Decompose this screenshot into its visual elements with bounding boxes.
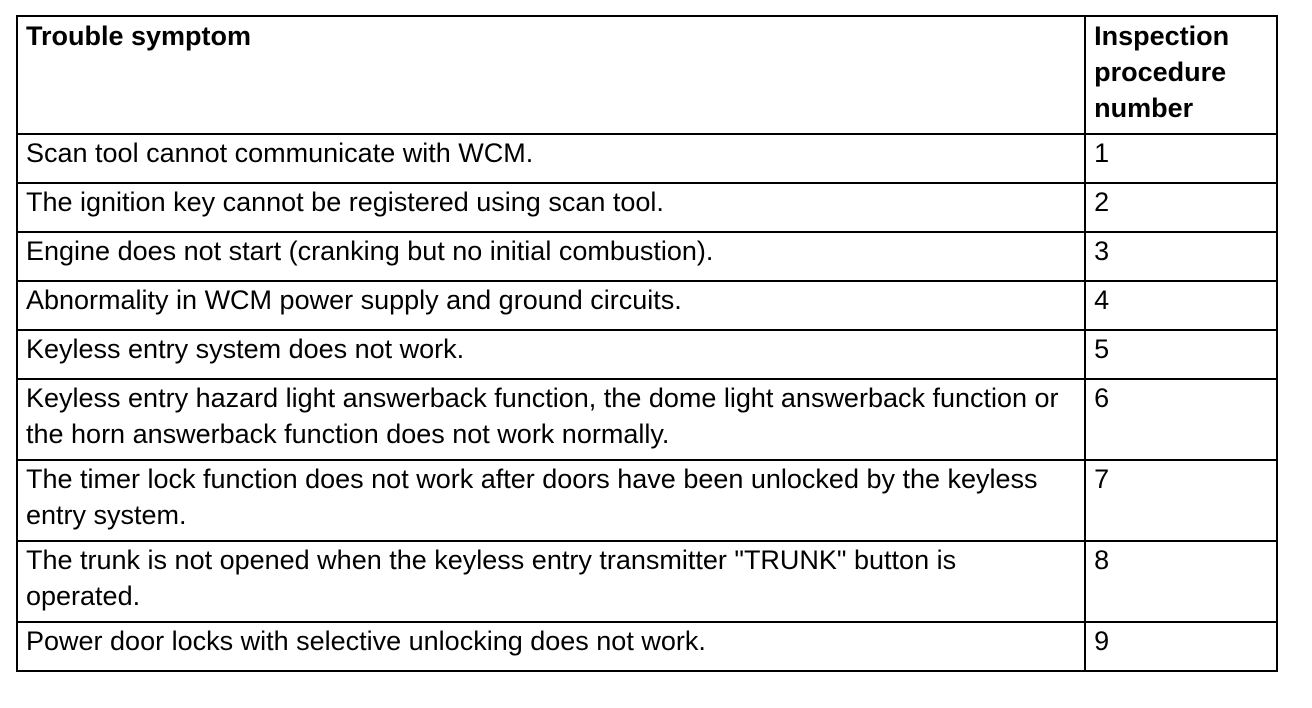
procedure-number-cell: 6 [1085,379,1277,460]
table-row [17,460,1277,541]
table-row [17,379,1277,460]
procedure-number-cell: 8 [1085,541,1277,622]
table-row [17,183,1277,232]
symptom-cell: Abnormality in WCM power supply and ground circuits. [17,281,1085,330]
header-inspection-procedure-number: Inspection procedure number [1085,16,1277,134]
symptom-cell: Engine does not start (cranking but no initial combustion). [17,232,1085,281]
table-row [17,622,1277,671]
procedure-number-cell: 7 [1085,460,1277,541]
procedure-number-cell: 4 [1085,281,1277,330]
table-row [17,330,1277,379]
table-row [17,541,1277,622]
symptom-cell: Scan tool cannot communicate with WCM. [17,134,1085,183]
procedure-number-cell: 2 [1085,183,1277,232]
table-row [17,134,1277,183]
procedure-number-cell: 3 [1085,232,1277,281]
symptom-cell: Power door locks with selective unlocking does not work. [17,622,1085,671]
table-row [17,232,1277,281]
header-trouble-symptom: Trouble symptom [17,16,1085,134]
procedure-number-cell: 1 [1085,134,1277,183]
symptom-cell: The timer lock function does not work after doors have been unlocked by the keyless entry system. [17,460,1085,541]
symptom-cell: The ignition key cannot be registered using scan tool. [17,183,1085,232]
table-header-row [17,16,1277,134]
table-row [17,281,1277,330]
symptom-cell: Keyless entry hazard light answerback function, the dome light answerback function or the horn answerback function does not work normally. [17,379,1085,460]
symptom-cell: The trunk is not opened when the keyless entry transmitter "TRUNK" button is operated. [17,541,1085,622]
procedure-number-cell: 9 [1085,622,1277,671]
trouble-symptom-table [16,15,1278,672]
procedure-number-cell: 5 [1085,330,1277,379]
symptom-cell: Keyless entry system does not work. [17,330,1085,379]
